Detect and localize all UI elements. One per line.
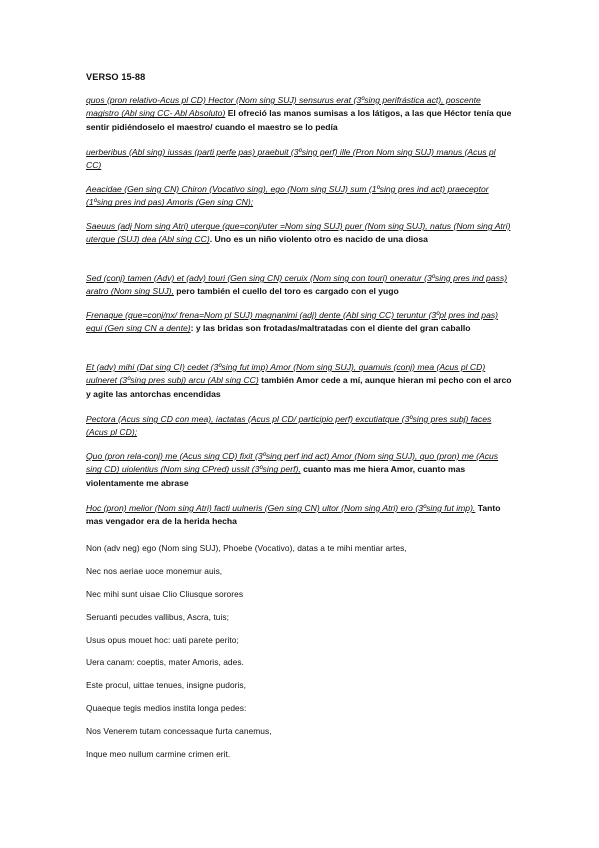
grammar-annotation: Pectora (Acus sing CD con mea), iactatas (Acus pl CD/ participio perf) excutiatque (3ºsing pres subj) faces (Acus pl CD); — [86, 414, 492, 438]
document-title: VERSO 15-88 — [86, 72, 146, 82]
translation-text: pero también el cuello del toro es cargado con el yugo — [173, 286, 399, 297]
translation-text: . Uno es un niño violento otro es nacido de una diosa — [209, 234, 428, 245]
grammar-annotation: uerberibus (Abl sing) iussas (parti perfe pas) praebuit (3ºsing perf) ille (Pron Nom sing SUJ) manus (Acus pl CC) — [86, 147, 496, 171]
annotated-paragraph — [86, 220, 512, 247]
annotated-paragraph — [86, 272, 512, 299]
annotated-paragraph — [86, 94, 512, 134]
annotated-paragraph — [86, 146, 512, 173]
latin-verse-line: Non (adv neg) ego (Nom sing SUJ), Phoebe (Vocativo), datas a te mihi mentiar artes, — [86, 543, 407, 553]
latin-verse-line: Quaeque tegis medios instita longa pedes: — [86, 703, 247, 713]
latin-verse-line: Inque meo nullum carmine crimen erit. — [86, 749, 231, 759]
grammar-annotation: Aeacidae (Gen sing CN) Chiron (Vocativo sing), ego (Nom sing SUJ) sum (1ºsing pres ind act) praeceptor (1ºsing pres ind pas) Amoris (Gen sing CN); — [86, 184, 489, 208]
grammar-annotation: Saeuus (adj Nom sing Atri) uterque (que=conj/uter =Nom sing SUJ) puer (Nom sing SUJ), natus (Nom sing Atri) uterque (SUJ) dea (Abl sing CC) — [86, 221, 511, 245]
annotated-paragraph — [86, 413, 512, 440]
translation-text: : y las bridas son frotadas/maltratadas con el diente del gran caballo — [190, 323, 471, 334]
grammar-annotation: Sed (conj) tamen (Adv) et (adv) touri (Gen sing CN) ceruix (Nom sing con touri) oneratur (3ºsing pres ind pass) aratro (Nom sing SUJ), — [86, 273, 508, 297]
annotated-paragraph — [86, 183, 512, 210]
translation-text: Tanto mas vengador era de la herida hecha — [86, 503, 501, 527]
annotated-paragraph — [86, 309, 512, 336]
grammar-annotation: Frenaque (que=conj/nx/ frena=Nom pl SUJ) magnanimi (adj) dente (Abl sing CC) teruntur (3ºpl pres ind pas) equi (Gen sing CN a dente) — [86, 310, 499, 334]
latin-verse-line: Seruanti pecudes vallibus, Ascra, tuis; — [86, 612, 230, 622]
grammar-annotation: quos (pron relativo-Acus pl CD) Hector (Nom sing SUJ) sensurus erat (3ºsing perifrástica act), poscente magistro (Abl sing CC- Abl Absoluto) — [86, 95, 481, 119]
latin-verse-line: Usus opus mouet hoc: uati parete perito; — [86, 635, 239, 645]
annotated-paragraph — [86, 502, 512, 529]
grammar-annotation: Et (adv) mihi (Dat sing CI) cedet (3ºsing fut imp) Amor (Nom sing SUJ), quamuis (conj) mea (Acus pl CD) uulneret (3ºsing pres subj) arcu (Abl sing CC) — [86, 362, 486, 386]
translation-text: también Amor cede a mí, aunque hieran mi pecho con el arco y agite las antorchas encendidas — [86, 375, 512, 399]
translation-text: El ofreció las manos sumisas a los látigos, a las que Héctor tenía que sentir pidiéndoselo el maestro/ cuando el maestro se lo pedía — [86, 108, 512, 132]
annotated-paragraph — [86, 361, 512, 401]
latin-verse-line: Nos Venerem tutam concessaque furta canemus, — [86, 726, 272, 736]
grammar-annotation: Quo (pron rela-conj) me (Acus sing CD) fixit (3ºsing perf ind act) Amor (Nom sing SUJ), quo (pron) me (Acus sing CD) uiolentius (Nom sing CPred) ussit (3ºsing perf), — [86, 451, 499, 475]
grammar-annotation: Hoc (pron) melior (Nom sing Atri) facti uulneris (Gen sing CN) ultor (Nom sing Atri) ero (3ºsing fut imp). — [86, 503, 476, 513]
latin-verse-line: Nec mihi sunt uisae Clio Cliusque sorores — [86, 589, 244, 599]
latin-verse-line: Nec nos aeriae uoce monemur auis, — [86, 566, 223, 576]
latin-verse-line: Este procul, uittae tenues, insigne pudoris, — [86, 680, 247, 690]
annotated-paragraph — [86, 450, 512, 490]
latin-verse-line: Uera canam: coeptis, mater Amoris, ades. — [86, 657, 244, 667]
translation-text: cuanto mas me hiera Amor, cuanto mas violentamente me abrase — [86, 464, 466, 488]
